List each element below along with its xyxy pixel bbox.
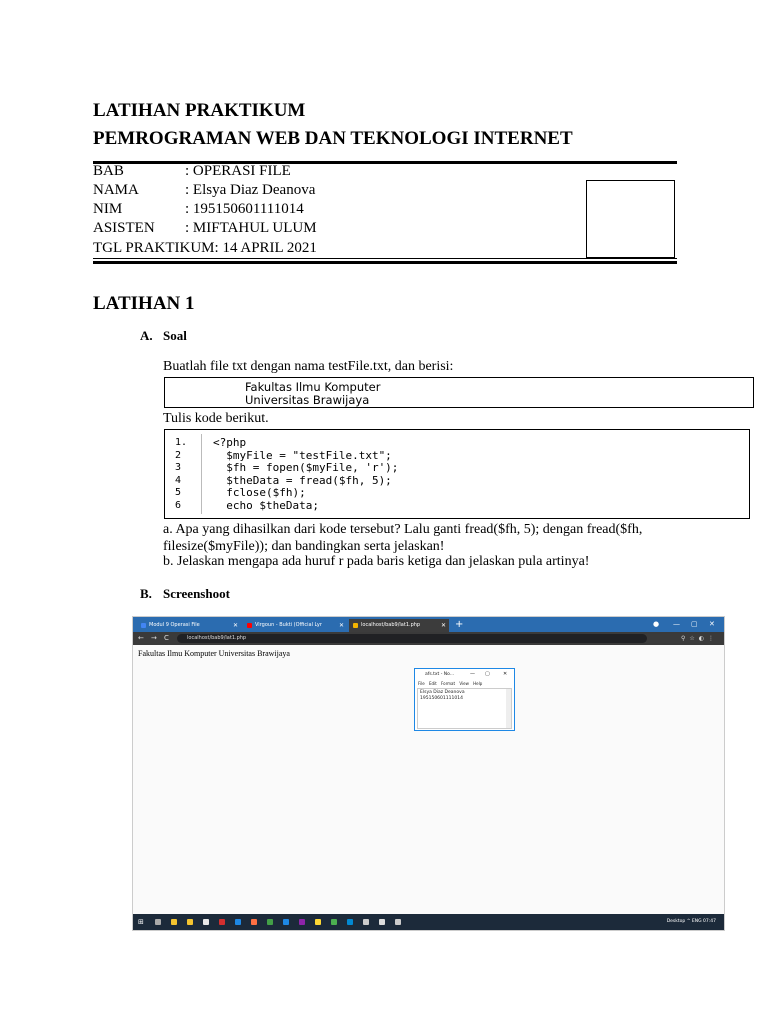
latihan-heading: LATIHAN 1 <box>93 293 195 314</box>
question-a-line2: filesize($myFile)); dan bandingkan serta jelaskan! <box>163 539 445 554</box>
info-asisten: ASISTEN : MIFTAHUL ULUM <box>93 220 317 236</box>
intro-text: Buatlah file txt dengan nama testFile.txt, dan berisi: <box>163 359 454 374</box>
notepad-scrollbar <box>506 689 511 728</box>
question-a-line1: a. Apa yang dihasilkan dari kode tersebut? Lalu ganti fread($fh, 5); dengan fread($fh, <box>163 522 643 537</box>
maximize-icon: ▢ <box>485 671 490 677</box>
question-b: b. Jelaskan mengapa ada huruf r pada baris ketiga dan jelaskan pula artinya! <box>163 554 590 569</box>
windows-taskbar <box>133 914 724 930</box>
app-icon <box>363 919 369 925</box>
browser-tab <box>243 619 347 632</box>
notepad-line: 195150601111014 <box>420 696 463 701</box>
minimize-icon: — <box>673 620 680 628</box>
new-tab-icon: + <box>455 619 464 630</box>
info-tgl: TGL PRAKTIKUM: 14 APRIL 2021 <box>93 240 317 256</box>
txt-line: Universitas Brawijaya <box>245 393 370 407</box>
forward-icon: → <box>151 634 157 642</box>
folder-icon <box>171 919 177 925</box>
app-icon <box>283 919 289 925</box>
app-icon <box>331 919 337 925</box>
code-line: echo $theData; <box>213 498 319 512</box>
windows-start-icon: ⊞ <box>138 918 144 926</box>
info-nim: NIM : 195150601111014 <box>93 201 304 217</box>
code-divider <box>201 434 202 514</box>
close-icon: ✕ <box>503 671 508 677</box>
close-window-icon: ✕ <box>709 620 715 628</box>
app-icon <box>235 919 241 925</box>
maximize-icon: ▢ <box>691 620 698 628</box>
back-icon: ← <box>138 634 144 642</box>
line-number: 1. <box>175 437 188 448</box>
code-box <box>164 429 750 519</box>
code-line-numbers <box>175 437 187 512</box>
browser-tab <box>137 619 241 632</box>
code-line: fclose($fh); <box>213 486 306 499</box>
section-b-letter: B. <box>140 586 152 601</box>
app-icon <box>187 919 193 925</box>
doc-title-line2: PEMROGRAMAN WEB DAN TEKNOLOGI INTERNET <box>93 128 573 149</box>
info-nama: NAMA : Elsya Diaz Deanova <box>93 182 316 198</box>
page-output-text: Fakultas Ilmu Komputer Universitas Brawijaya <box>138 649 290 658</box>
tab-favicon-icon <box>141 623 146 628</box>
tab-label: localhost/bab9/lat1.php <box>361 622 421 628</box>
taskbar-tray: Desktop ^ ENG 07:47 <box>666 919 716 924</box>
info-bab: BAB : OPERASI FILE <box>93 163 291 179</box>
line-number: 6 <box>175 499 182 511</box>
section-b-title: Screenshoot <box>163 586 230 601</box>
app-icon <box>251 919 257 925</box>
app-icon <box>203 919 209 925</box>
tab-favicon-icon <box>247 623 252 628</box>
close-icon: ✕ <box>338 622 344 629</box>
app-icon <box>299 919 305 925</box>
app-icon <box>219 919 225 925</box>
line-number: 2 <box>175 449 182 461</box>
browser-tabbar <box>133 617 724 632</box>
line-number: 4 <box>175 474 182 486</box>
app-icon <box>315 919 321 925</box>
close-icon: ✕ <box>232 622 238 629</box>
browser-content <box>133 645 724 915</box>
bottom-rule-thin <box>93 258 677 259</box>
app-icon <box>267 919 273 925</box>
tab-label: Modul 9 Operasi File <box>149 622 200 628</box>
app-icon <box>347 919 353 925</box>
code-line: $fh = fopen($myFile, 'r'); <box>213 461 399 474</box>
notepad-title: afs.txt - No... <box>415 669 514 680</box>
minimize-icon: — <box>470 671 475 677</box>
line-number: 5 <box>175 487 182 498</box>
notepad-menu: File Edit Format View Help <box>418 681 483 686</box>
notepad-window <box>414 668 515 731</box>
txt-line: Fakultas Ilmu Komputer <box>245 380 381 394</box>
bottom-rule-thick <box>93 261 677 264</box>
line-number: 3 <box>175 462 182 473</box>
section-a-letter: A. <box>140 328 153 343</box>
url-field: localhost/bab9/lat1.php <box>177 634 647 643</box>
tab-favicon-icon <box>353 623 358 628</box>
code-line: $theData = fread($fh, 5); <box>213 473 392 487</box>
doc-title-line1: LATIHAN PRAKTIKUM <box>93 100 306 121</box>
section-a-title: Soal <box>163 328 187 343</box>
screenshot-image <box>132 616 725 931</box>
browser-addressbar <box>133 632 724 645</box>
notepad-line: Elsya Diaz Deanova <box>420 690 465 695</box>
app-icon <box>395 919 401 925</box>
photo-box <box>586 180 675 258</box>
profile-icon: ● <box>653 620 660 628</box>
toolbar-icons: ⚲☆◐⋮ <box>680 635 718 642</box>
notepad-text-area <box>417 688 512 729</box>
txt-content-box <box>164 377 754 408</box>
tab-label: Virgoun - Bukti (Official Lyr <box>255 622 322 628</box>
search-icon <box>155 919 161 925</box>
code-intro: Tulis kode berikut. <box>163 411 269 426</box>
code-line: $myFile = "testFile.txt"; <box>213 448 392 462</box>
browser-tab-active <box>349 619 449 632</box>
close-icon: ✕ <box>440 622 446 629</box>
reload-icon: C <box>164 634 169 642</box>
code-line: <?php <box>213 436 247 449</box>
app-icon <box>379 919 385 925</box>
